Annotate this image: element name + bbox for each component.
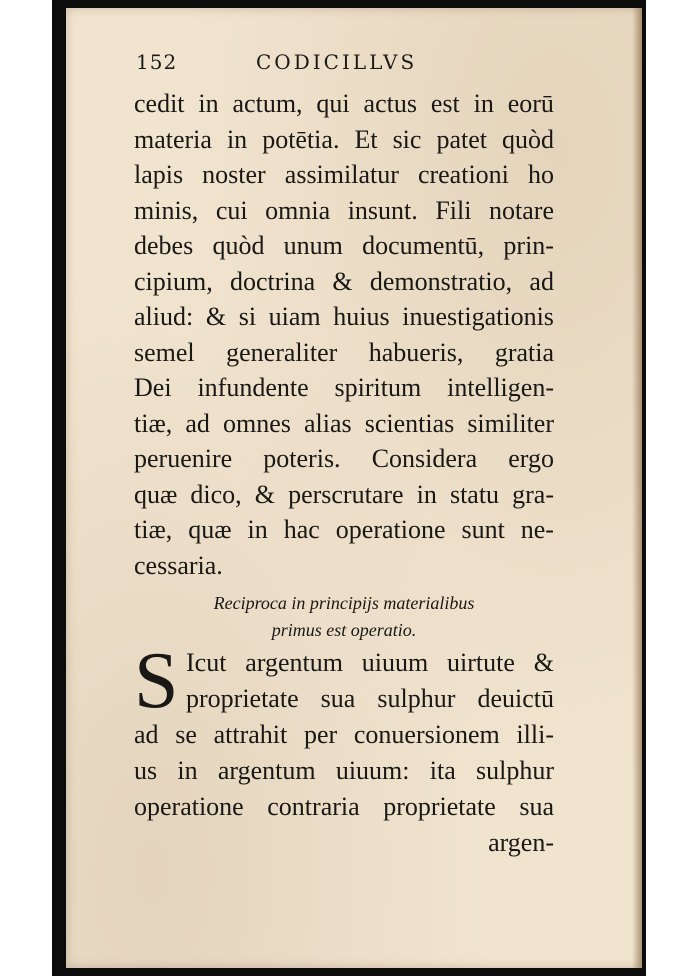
heading-line: primus est operatio. <box>271 620 417 640</box>
running-head <box>0 50 690 80</box>
page-edge-shadow <box>632 8 642 968</box>
text-line: debes quòd unum documentū, prin- <box>134 231 554 260</box>
text-line: Dei infundente spiritum intelligen- <box>134 373 554 402</box>
running-title: CODICILLVS <box>256 50 418 74</box>
text-line: cessaria. <box>134 550 223 580</box>
drop-capital: S <box>134 637 179 725</box>
text-line: ad se attrahit per conuersionem illi- <box>134 720 554 749</box>
text-line: cipium, doctrina & demonstratio, ad <box>134 266 554 296</box>
paragraph-2 <box>134 637 554 861</box>
text-line: peruenire poteris. Considera ergo <box>134 444 554 473</box>
text-line: us in argentum uiuum: ita sulphur <box>134 756 554 785</box>
text-line: Icut argentum uiuum uirtute & <box>186 648 554 677</box>
section-heading <box>134 590 554 644</box>
paragraph-1 <box>134 86 554 583</box>
page-number: 152 <box>136 50 178 74</box>
text-line: lapis noster assimilatur creationi ho <box>134 160 554 189</box>
text-line: tiæ, quæ in hac operatione sunt ne- <box>134 515 554 544</box>
text-line: aliud: & si uiam huius inuestigationis <box>134 302 554 331</box>
text-line: cedit in actum, qui actus est in eorū <box>134 89 554 118</box>
text-line: minis, cui omnia insunt. Fili notare <box>134 195 554 225</box>
catchword: argen- <box>488 828 554 857</box>
text-line: tiæ, ad omnes alias scientias similiter <box>134 408 554 438</box>
text-line: quæ dico, & perscrutare in statu gra- <box>134 479 554 509</box>
text-line: proprietate sua sulphur deuictū <box>186 684 554 713</box>
heading-line: Reciproca in principijs materialibus <box>213 593 475 613</box>
text-line: materia in potētia. Et sic patet quòd <box>134 124 554 154</box>
text-line: semel generaliter habueris, gratia <box>134 337 554 367</box>
text-line: operatione contraria proprietate sua <box>134 792 554 821</box>
